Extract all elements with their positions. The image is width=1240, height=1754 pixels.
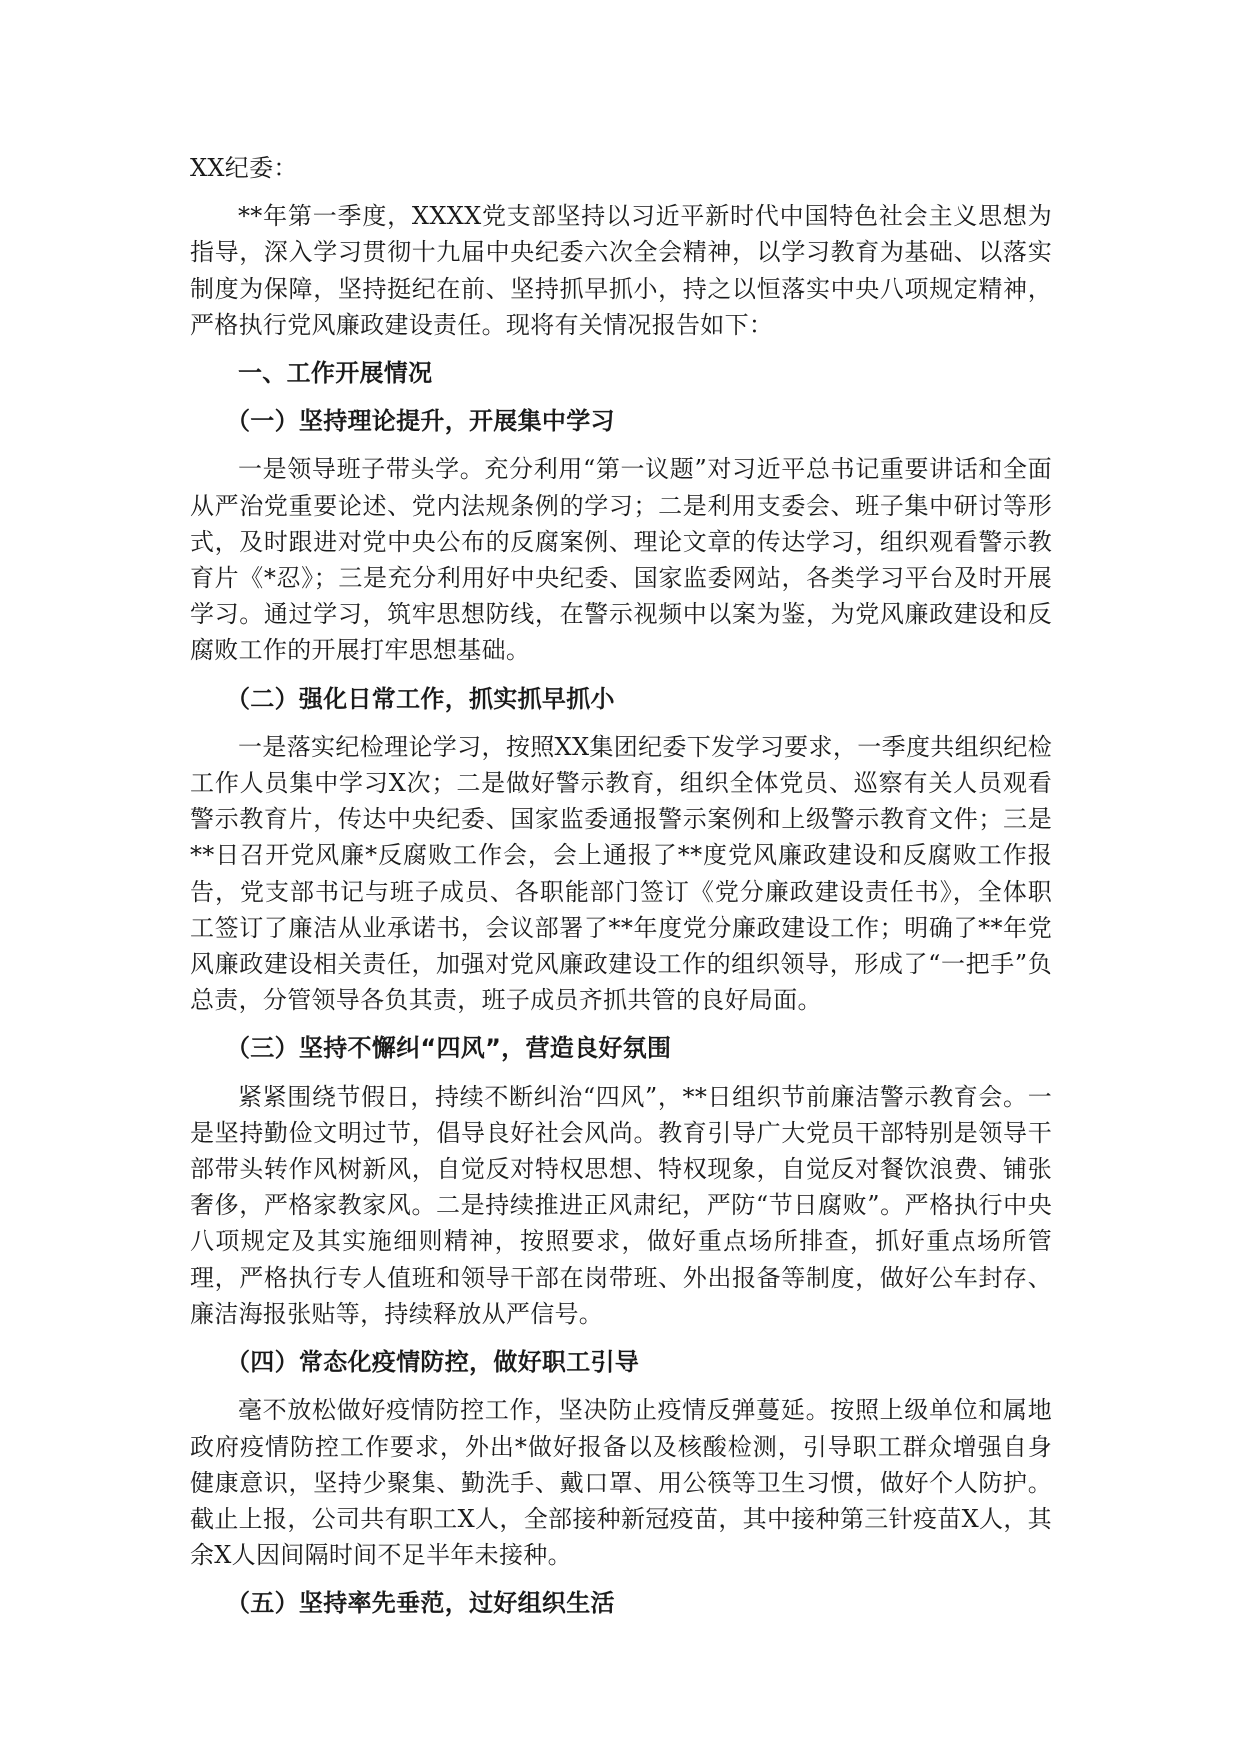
intro-paragraph: **年第一季度，XXXX党支部坚持以习近平新时代中国特色社会主义思想为指导，深入学习贯彻十九届中央纪委六次全会精神，以学习教育为基础、以落实制度为保障，坚持挺纪在前、坚持抓早抓小，持之以恒落实中央八项规定精神，严格执行党风廉政建设责任。现将有关情况报告如下： xyxy=(190,202,1052,339)
subheading-epidemic-control: （四）常态化疫情防控，做好职工引导 xyxy=(226,1348,640,1377)
paragraph-four-winds: 紧紧围绕节假日，持续不断纠治“四风”，**日组织节前廉洁警示教育会。一是坚持勤俭文明过节，倡导良好社会风尚。教育引导广大党员干部特别是领导干部带头转作风树新风，自觉反对特权思想、特权现象，自觉反对餐饮浪费、铺张奢侈，严格家教家风。二是持续推进正风肃纪，严防“节日腐败”。严格执行中央八项规定及其实施细则精神，按照要求，做好重点场所排查，抓好重点场所管理，严格执行专人值班和领导干部在岗带班、外出报备等制度，做好公车封存、廉洁海报张贴等，持续释放从严信号。 xyxy=(190,1082,1052,1328)
paragraph-epidemic-control: 毫不放松做好疫情防控工作，坚决防止疫情反弹蔓延。按照上级单位和属地政府疫情防控工作要求，外出*做好报备以及核酸检测，引导职工群众增强自身健康意识，坚持少聚集、勤洗手、戴口罩、用公筷等卫生习惯，做好个人防护。截止上报，公司共有职工X人，全部接种新冠疫苗，其中接种第三针疫苗X人，其余X人因间隔时间不足半年未接种。 xyxy=(190,1396,1052,1570)
section-heading-work-progress: 一、工作开展情况 xyxy=(238,359,433,388)
subheading-theory-study: （一）坚持理论提升，开展集中学习 xyxy=(226,407,615,436)
subheading-organization-life: （五）坚持率先垂范，过好组织生活 xyxy=(226,1589,615,1618)
paragraph-theory-study: 一是领导班子带头学。充分利用“第一议题”对习近平总书记重要讲话和全面从严治党重要论述、党内法规条例的学习；二是利用支委会、班子集中研讨等形式，及时跟进对党中央公布的反腐案例、理论文章的传达学习，组织观看警示教育片《*忍》；三是充分利用好中央纪委、国家监委网站，各类学习平台及时开展学习。通过学习，筑牢思想防线，在警示视频中以案为鉴，为党风廉政建设和反腐败工作的开展打牢思想基础。 xyxy=(190,455,1052,665)
paragraph-daily-work: 一是落实纪检理论学习，按照XX集团纪委下发学习要求，一季度共组织纪检工作人员集中学习X次；二是做好警示教育，组织全体党员、巡察有关人员观看警示教育片，传达中央纪委、国家监委通报警示案例和上级警示教育文件；三是**日召开党风廉*反腐败工作会，会上通报了**度党风廉政建设和反腐败工作报告，党支部书记与班子成员、各职能部门签订《党分廉政建设责任书》，全体职工签订了廉洁从业承诺书，会议部署了**年度党分廉政建设工作；明确了**年党风廉政建设相关责任，加强对党风廉政建设工作的组织领导，形成了“一把手”负总责，分管领导各负其责，班子成员齐抓共管的良好局面。 xyxy=(190,732,1052,1015)
salutation: XX纪委： xyxy=(190,154,298,182)
subheading-four-winds: （三）坚持不懈纠“四风”，营造良好氛围 xyxy=(226,1034,672,1063)
document-body xyxy=(190,150,1052,1634)
subheading-daily-work: （二）强化日常工作，抓实抓早抓小 xyxy=(226,684,615,713)
